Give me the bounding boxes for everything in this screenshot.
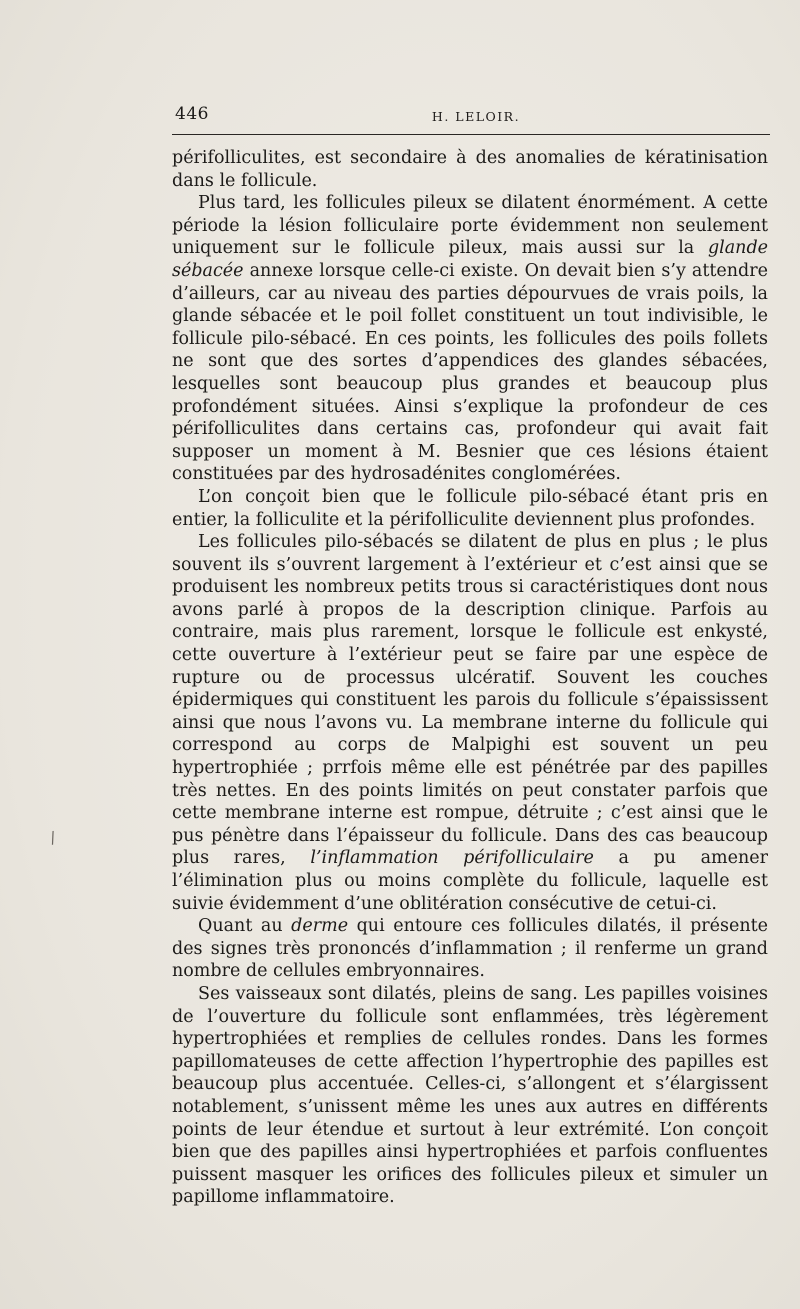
paragraph-2-italic-term: glande sébacée — [172, 238, 768, 281]
margin-mark: / — [47, 827, 58, 848]
paragraph-3 — [172, 486, 768, 531]
page-number: 446 — [175, 104, 209, 124]
paragraph-5-text-a: Quant au — [198, 916, 292, 937]
paragraph-6 — [172, 983, 768, 1209]
paragraph-1 — [172, 147, 768, 192]
paragraph-2-text-b: annexe lorsque celle-ci existe. On devait bien s’y attendre d’ailleurs, car au niveau des parties dépourvues de vrais poils, la glande sébacée et le poil follet constituent un tout indivisible, le follicule pilo-sébacé. En ces points, les follicules des poils follets ne sont que des sortes d’appendices des glandes sébacées, lesquelles sont beaucoup plus grandes et beaucoup plus profondément situées. Ainsi s’explique la profondeur de ces périfolliculites dans certains cas, profondeur qui avait fait supposer un moment à M. Besnier que ces lésions étaient constituées par des hydrosadénites conglomérées. — [172, 260, 768, 485]
paragraph-4-text-a: Les follicules pilo-sébacés se dilatent de plus en plus ; le plus souvent ils s’ouvrent largement à l’extérieur et c’est ainsi que se produisent les nombreux petits trous si caractéristiques dont nous avons parlé à propos de la description clinique. Parfois au contraire, mais plus rarement, lorsque le follicule est enkysté, cette ouverture à l’extérieur peut se faire par une espèce de rupture ou de processus ulcératif. Souvent les couches épidermiques qui constituent les parois du follicule s’épaississent ainsi que nous l’avons vu. La membrane interne du follicule qui correspond au corps de Malpighi est souvent un peu hypertrophiée ; prrfois même elle est pénétrée par des papilles très nettes. En des points limités on peut constater parfois que cette membrane interne est rompue, détruite ; c’est ainsi que le pus pénètre dans l’épaisseur du follicule. Dans des cas beaucoup plus rares, — [172, 532, 768, 869]
page-header — [172, 100, 770, 134]
paragraph-4-text-b: a pu amener l’élimination plus ou moins complète du follicule, laquelle est suivie évidemment d’une oblitération consécutive de cetui-ci. — [172, 848, 768, 914]
body-text — [172, 147, 768, 1209]
paragraph-5 — [172, 915, 768, 983]
paragraph-5-italic-term: derme — [291, 916, 349, 937]
paragraph-1-text: périfolliculites, est secondaire à des anomalies de kératinisation dans le follicule. — [172, 148, 768, 191]
running-head: H. LELOIR. — [431, 109, 521, 124]
paragraph-6-text: Ses vaisseaux sont dilatés, pleins de sang. Les papilles voisines de l’ouverture du follicule sont enflammées, très légèrement hypertrophiées et remplies de cellules rondes. Dans les formes papillomateuses de cette affection l’hypertrophie des papilles est beaucoup plus accentuée. Celles-ci, s’allongent et s’élargissent notablement, s’unissent même les unes aux autres en différents points de leur étendue et surtout à leur extrémité. L’on conçoit bien que des papilles ainsi hypertrophiées et parfois confluentes puissent masquer les orifices des follicules pileux et simuler un papillome inflammatoire. — [172, 983, 768, 1208]
paragraph-4 — [172, 531, 768, 915]
header-rule — [172, 134, 770, 135]
paragraph-3-text: L’on conçoit bien que le follicule pilo-sébacé étant pris en entier, la folliculite et la périfolliculite deviennent plus profondes. — [172, 486, 768, 530]
paragraph-5-text-b: qui entoure ces follicules dilatés, il présente des signes très prononcés d’inflammation ; il renferme un grand nombre de cellules embryonnaires. — [172, 916, 768, 982]
paragraph-4-italic-term: l’inflammation périfolliculaire — [310, 848, 594, 869]
paragraph-2-text-a: Plus tard, les follicules pileux se dilatent énormément. A cette période la lésion folliculaire porte évidemment non seulement uniquement sur le follicule pileux, mais aussi sur la — [172, 193, 768, 259]
paragraph-2 — [172, 192, 768, 486]
